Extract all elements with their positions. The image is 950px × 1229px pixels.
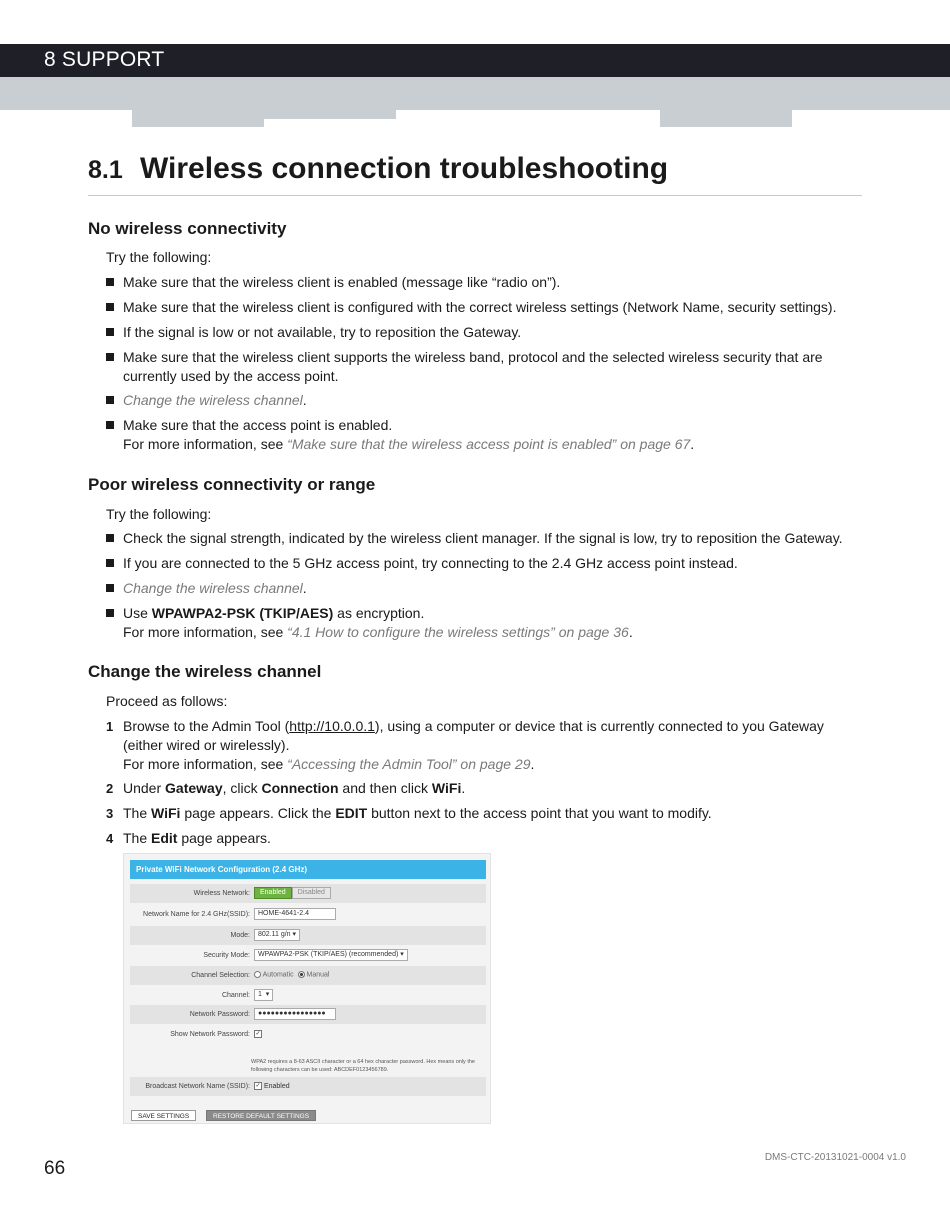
password-note: WPA2 requires a 8-63 ASCII character or a 64 hex character password. Hex means only the following characters can be used: ABCDEF0123456789. (251, 1059, 475, 1073)
manual-radio[interactable] (298, 971, 305, 978)
ui-term: WiFi (431, 780, 462, 796)
field-label: Channel Selection: (191, 972, 250, 979)
bullet-icon (106, 353, 114, 361)
radio-label: Automatic (262, 971, 294, 979)
more-info-text: For more information, see (123, 436, 288, 452)
disabled-toggle[interactable]: Disabled (292, 887, 331, 899)
cross-reference-link[interactable]: “4.1 How to configure the wireless settings” on page 36 (287, 624, 629, 640)
password-row (130, 1005, 486, 1024)
bullet-icon (106, 609, 114, 617)
list-item-text: If you are connected to the 5 GHz access point, try connecting to the 2.4 GHz access point instead. (123, 555, 738, 571)
channel-selection-row (130, 966, 486, 985)
field-label: Broadcast Network Name (SSID): (145, 1083, 250, 1090)
chevron-down-icon: ▾ (265, 991, 270, 998)
bullet-icon (106, 328, 114, 336)
ui-term: Connection (261, 780, 339, 796)
step-number: 3 (106, 806, 114, 821)
section-title-text: Wireless connection troubleshooting (140, 152, 669, 185)
list-item-text: Make sure that the wireless client is enabled (message like “radio on”). (123, 274, 561, 290)
bullet-icon (106, 421, 114, 429)
radio-label: Manual (306, 971, 330, 979)
automatic-radio[interactable] (254, 971, 261, 978)
step-number: 4 (106, 831, 114, 846)
chevron-down-icon: ▾ (400, 951, 404, 958)
cross-reference-link[interactable]: “Accessing the Admin Tool” on page 29 (287, 756, 531, 772)
section-title (88, 152, 862, 196)
intro-text: Proceed as follows: (106, 693, 228, 709)
mode-row (130, 926, 486, 945)
chapter-title: 8 SUPPORT (44, 48, 165, 71)
list-item-text: as encryption. (333, 605, 425, 621)
channel-select[interactable] (254, 989, 273, 1001)
step-text: The (123, 805, 152, 821)
list-item-text: Make sure that the wireless client supports the wireless band, protocol and the selected wireless security that are currently used by the access point. (123, 349, 823, 384)
step-number: 2 (106, 781, 114, 796)
ssid-input[interactable]: HOME-4641-2.4 (254, 908, 336, 920)
more-info-text: For more information, see (123, 624, 288, 640)
broadcast-checkbox[interactable]: ✓ (255, 1083, 261, 1089)
save-settings-button[interactable]: SAVE SETTINGS (131, 1110, 196, 1121)
chapter-tab-band (0, 77, 950, 110)
enabled-toggle[interactable]: Enabled (254, 887, 292, 899)
broadcast-row (130, 1077, 486, 1096)
bullet-icon (106, 584, 114, 592)
wifi-config-screenshot (123, 853, 491, 1124)
list-item-text: If the signal is low or not available, try to reposition the Gateway. (123, 324, 522, 340)
chapter-tab-marker (660, 110, 792, 127)
field-label: Security Mode: (203, 952, 250, 959)
show-password-row (130, 1025, 486, 1044)
document-id: DMS-CTC-20131021-0004 v1.0 (764, 1152, 906, 1163)
heading-poor-connectivity: Poor wireless connectivity or range (88, 475, 376, 494)
step-text: button next to the access point that you want to modify. (367, 805, 712, 821)
section-number: 8.1 (88, 156, 123, 184)
step-text: page appears. (177, 830, 271, 846)
ui-term: Gateway (165, 780, 223, 796)
mode-select[interactable] (254, 929, 300, 941)
security-mode-select[interactable] (254, 949, 408, 961)
step-text: and then click (338, 780, 432, 796)
chevron-down-icon: ▾ (292, 931, 297, 938)
config-panel-header: Private WiFi Network Configuration (2.4 GHz) (130, 860, 486, 879)
ssid-row (130, 905, 486, 924)
ui-term: Edit (151, 830, 178, 846)
chapter-tab-marker (132, 110, 264, 127)
list-item-text: Use (123, 605, 152, 621)
security-mode-value: WPAWPA2-PSK (TKIP/AES) (recommended) (258, 951, 399, 958)
bullet-icon (106, 534, 114, 542)
bullet-icon (106, 278, 114, 286)
step-number: 1 (106, 719, 114, 734)
cross-reference-link[interactable]: “Make sure that the wireless access point is enabled” on page 67 (287, 436, 691, 452)
field-label: Network Password: (189, 1011, 250, 1018)
step-text: Browse to the Admin Tool ( (123, 718, 290, 734)
security-mode-row (130, 946, 486, 965)
field-label: Network Name for 2.4 GHz(SSID): (143, 911, 250, 918)
field-label: Wireless Network: (193, 890, 250, 897)
heading-no-connectivity: No wireless connectivity (88, 219, 287, 238)
bullet-icon (106, 559, 114, 567)
step-text: , click (222, 780, 262, 796)
step-text: The (123, 830, 152, 846)
step-text: ), using a computer or device that is currently connected to you Gateway (either wired or wirelessly). (123, 718, 824, 753)
page-number: 66 (44, 1158, 66, 1179)
checkbox-label: Enabled (263, 1082, 290, 1090)
intro-text: Try the following: (106, 249, 212, 265)
ui-term: WiFi (151, 805, 181, 821)
more-info-text: For more information, see (123, 756, 288, 772)
heading-change-channel: Change the wireless channel (88, 662, 322, 681)
field-label: Channel: (221, 992, 250, 999)
bullet-icon (106, 303, 114, 311)
list-item-text: Make sure that the access point is enabled. (123, 417, 393, 433)
field-label: Show Network Password: (170, 1031, 250, 1038)
step-text: . (461, 780, 466, 796)
bullet-icon (106, 396, 114, 404)
wireless-network-row (130, 884, 486, 903)
channel-value: 1 (258, 991, 262, 998)
step-text: Under (123, 780, 166, 796)
mode-value: 802.11 g/n (258, 931, 291, 938)
list-item-text: Make sure that the wireless client is configured with the correct wireless settings (Network Name, security settings). (123, 299, 837, 315)
intro-text: Try the following: (106, 506, 212, 522)
ui-term: EDIT (335, 805, 368, 821)
list-item-text: Check the signal strength, indicated by the wireless client manager. If the signal is low, try to reposition the Gateway. (123, 530, 843, 546)
restore-default-button[interactable]: RESTORE DEFAULT SETTINGS (206, 1110, 316, 1121)
step-text: page appears. Click the (180, 805, 336, 821)
channel-row (130, 986, 486, 1005)
password-input[interactable]: ●●●●●●●●●●●●●●●● (254, 1008, 336, 1020)
admin-tool-url-link[interactable]: http://10.0.0.1 (289, 718, 375, 734)
cross-reference-link[interactable]: Change the wireless channel (123, 580, 303, 596)
cross-reference-link[interactable]: Change the wireless channel (123, 392, 303, 408)
chapter-header-bar (0, 44, 950, 77)
field-label: Mode: (230, 932, 250, 939)
chapter-tab-marker (264, 110, 396, 119)
show-password-checkbox[interactable]: ✓ (255, 1031, 261, 1037)
encryption-name: WPAWPA2-PSK (TKIP/AES) (151, 605, 334, 621)
